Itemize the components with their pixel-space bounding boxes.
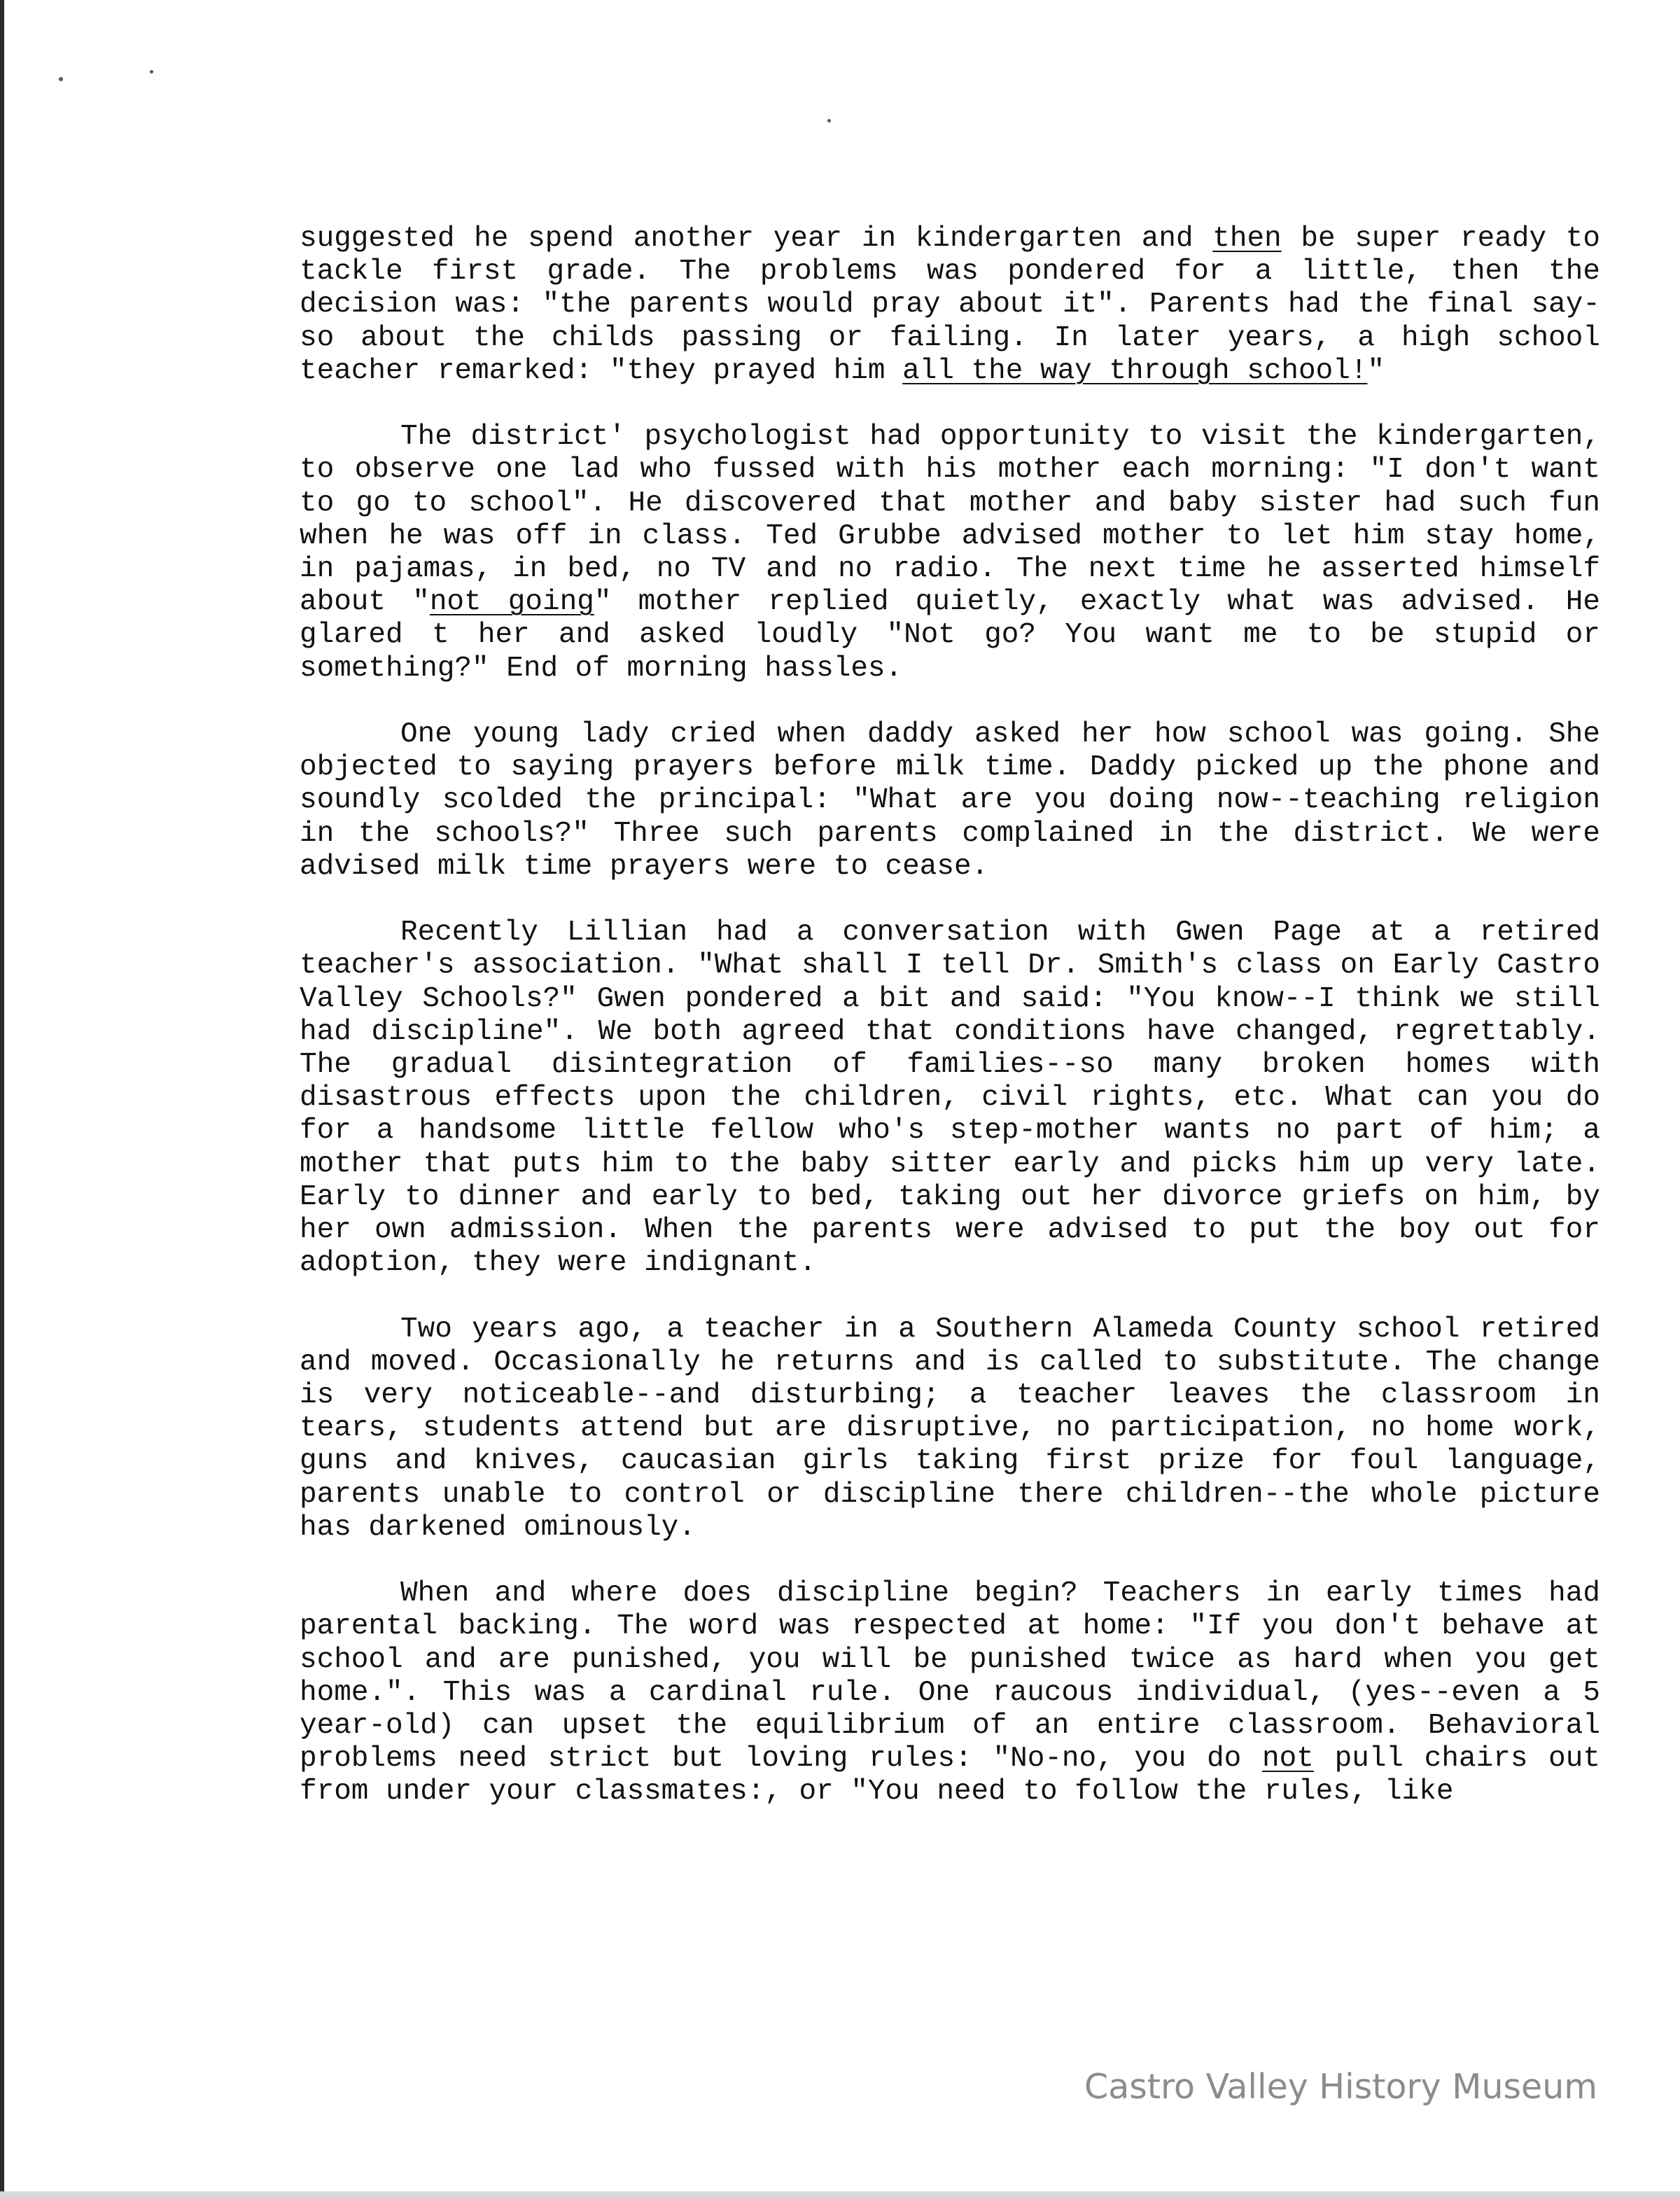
underlined-text: not [1262,1743,1314,1776]
scan-bottom-edge [0,2191,1680,2197]
underlined-text: then [1212,223,1282,255]
scan-speck [827,119,831,123]
paragraph [300,916,1600,1280]
paragraph [300,421,1600,685]
underlined-text: all the way through school! [902,354,1368,387]
text-run: suggested he spend another year in kindergarten and [300,223,1213,255]
text-run: " mother replied quietly, exactly what was advised. He glared t her and asked loudly "Not go? You want me to be stupid or something?" End of morning hassles. [300,586,1601,685]
text-run: Two years ago, a teacher in a Southern Alameda County school retired and moved. Occasionally he returns and is called to substitute. The change is very noticeable--and disturbing; a teacher leaves the classroom in tears, students attend but are disruptive, no participation, no home work, guns and knives, caucasian girls taking first prize for foul language, parents unable to control or discipline there children--the whole picture has darkened ominously. [300,1313,1600,1544]
paragraph [300,1313,1600,1544]
text-run: pull chairs out from under your classmates:, or "You need to follow the rules, like [300,1743,1600,1808]
text-run: " [1367,354,1385,387]
paragraph [300,1577,1600,1808]
text-run: The district' psychologist had opportunity to visit the kindergarten, to observe one lad who fussed with his mother each morning: "I don't want to go to school". He discovered that mother and baby sister had such fun when he was off in class. Ted Grubbe advised mother to let him stay home, in pajamas, in bed, no TV and no radio. The next time he asserted himself about " [300,421,1600,619]
paragraph [300,718,1600,884]
scan-speck [59,77,63,81]
underlined-text: not going [429,586,594,619]
paragraph [300,223,1600,388]
text-run: be super ready to tackle first grade. The problems was pondered for a little, then the decision was: "the parents would pray about it". Parents had the final say-so about the childs passing or failing. In later years, a high school teacher remarked: "they prayed him [300,223,1600,387]
text-run: When and where does discipline begin? Teachers in early times had parental backing. The word was respected at home: "If you don't behave at school and are punished, you will be punished twice as hard when you get home.". This was a cardinal rule. One raucous individual, (yes--even a 5 year-old) can upset the equilibrium of an entire classroom. Behavioral problems need strict but loving rules: "No-no, you do [300,1577,1600,1776]
scan-speck [150,70,153,74]
museum-watermark: Castro Valley History Museum [1084,2067,1597,2107]
text-run: One young lady cried when daddy asked her how school was going. She objected to saying prayers before milk time. Daddy picked up the phone and soundly scolded the principal: "What are you doing now--teaching religion in the schools?" Three such parents complained in the district. We were advised milk time prayers were to cease. [300,718,1600,883]
scan-left-edge [0,0,4,2197]
document-body [300,223,1600,1809]
text-run: Recently Lillian had a conversation with Gwen Page at a retired teacher's association. "What shall I tell Dr. Smith's class on Early Castro Valley Schools?" Gwen pondered a bit and said: "You know--I think we still had discipline". We both agreed that conditions have changed, regrettably. The gradual disintegration of families--so many broken homes with disastrous effects upon the children, civil rights, etc. What can you do for a handsome little fellow who's step-mother wants no part of him; a mother that puts him to the baby sitter early and picks him up very late. Early to dinner and early to bed, taking out her divorce griefs on him, by her own admission. When the parents were advised to put the boy out for adoption, they were indignant. [300,916,1600,1280]
